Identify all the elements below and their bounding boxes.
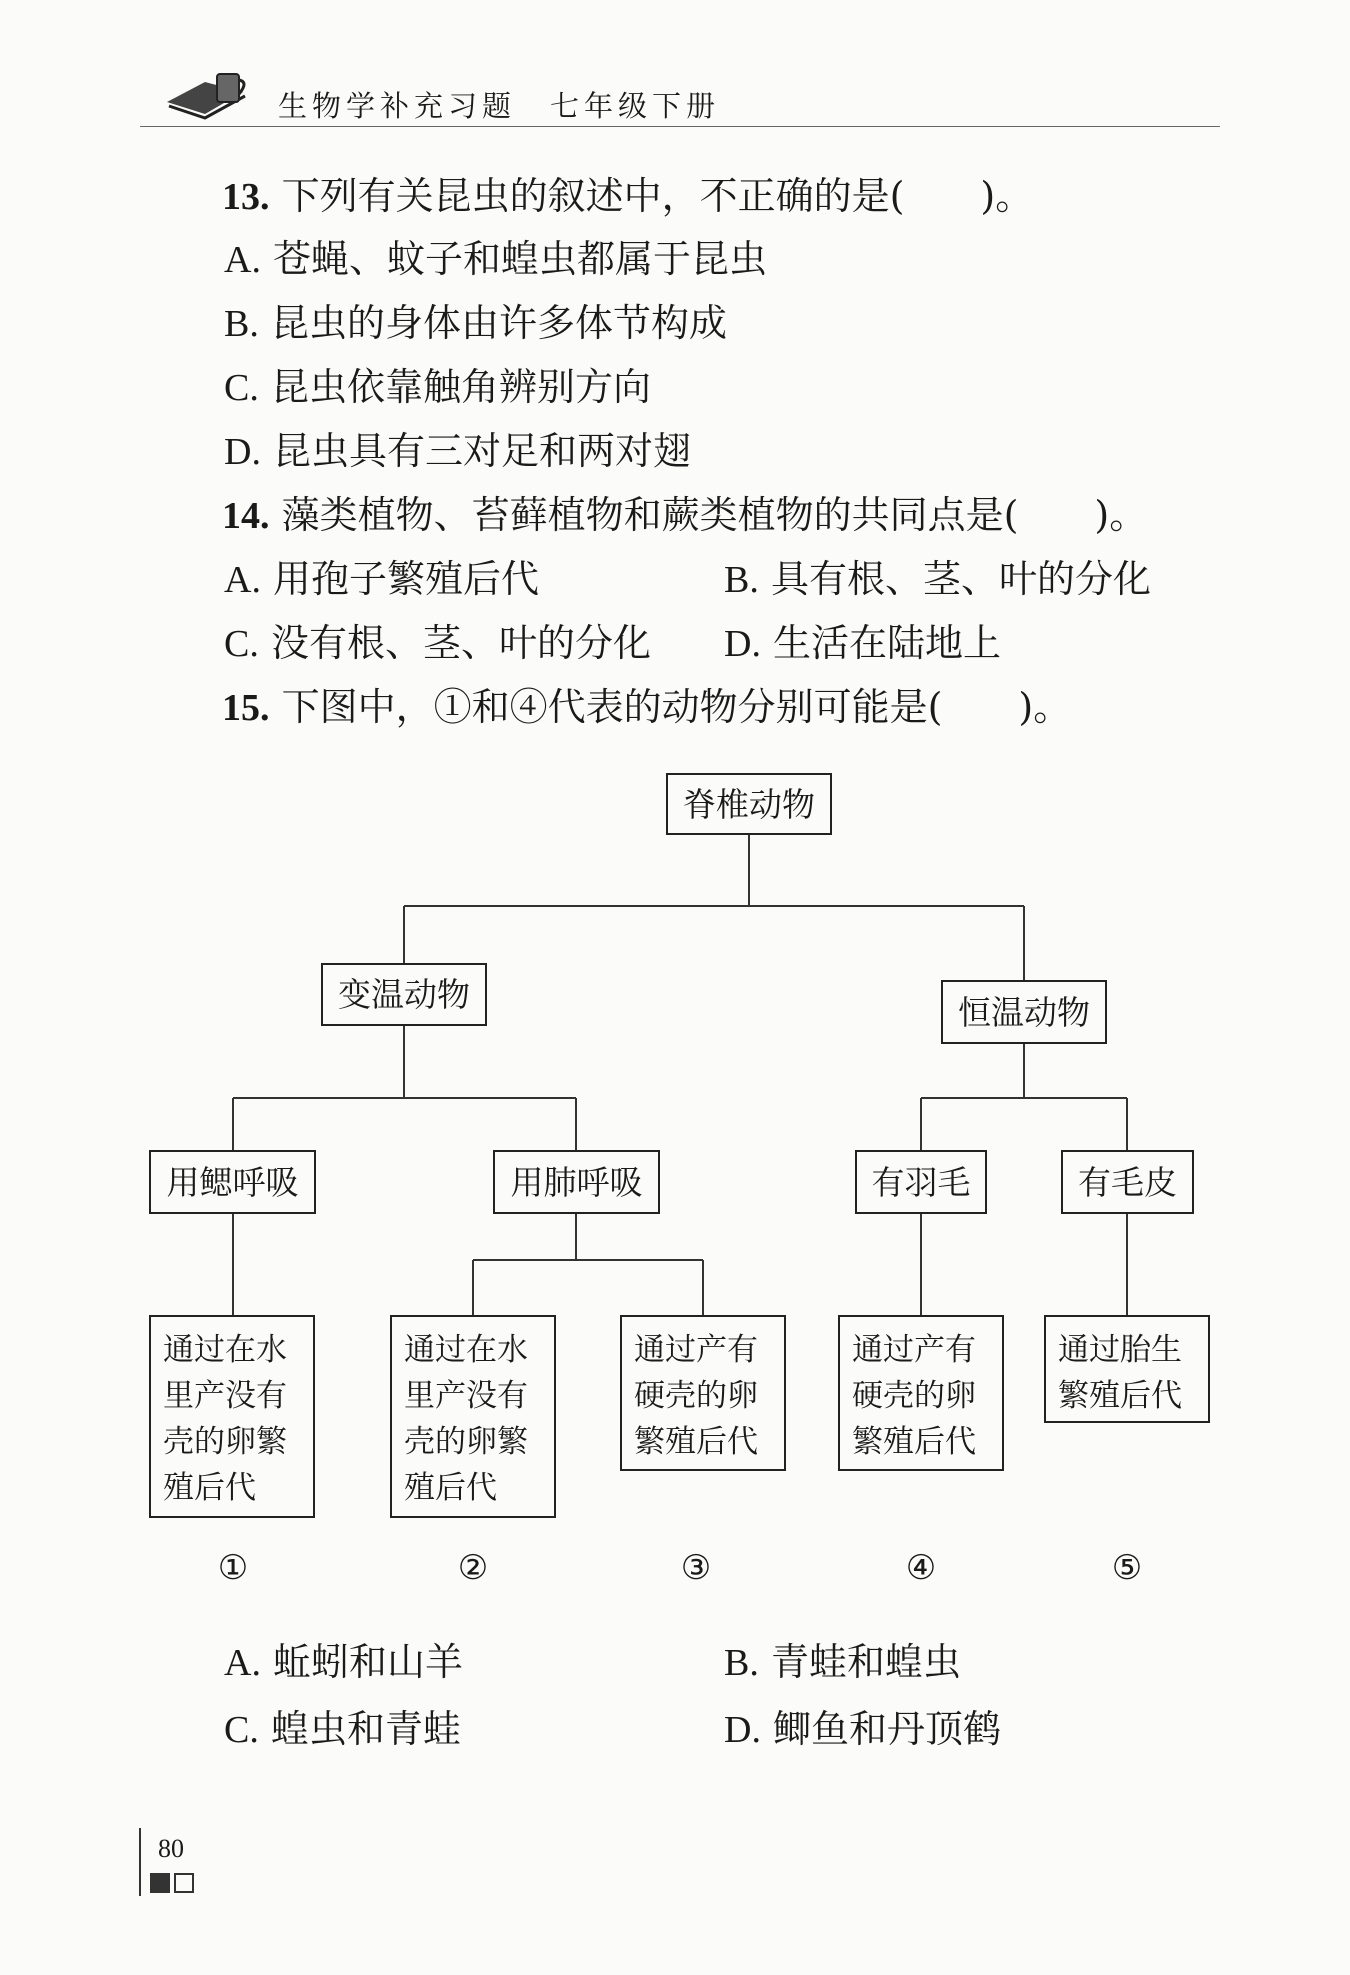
option-text: 用孢子繁殖后代 (273, 557, 540, 601)
desc-line: 通过产有 (634, 1332, 758, 1368)
desc-line: 硬壳的卵 (852, 1378, 976, 1414)
node-vertebrates: 脊椎动物 (666, 773, 832, 835)
node-desc-3 (620, 1315, 786, 1471)
desc-line: 繁殖后代 (1058, 1378, 1182, 1414)
desc-line: 殖后代 (404, 1470, 497, 1506)
option-letter: C. (224, 367, 259, 409)
marker-5: ⑤ (1111, 1548, 1143, 1588)
node-lung-breathing: 用肺呼吸 (493, 1150, 660, 1214)
node-desc-5 (1044, 1315, 1210, 1423)
q15-option-a (224, 1640, 464, 1684)
option-letter: C. (224, 1709, 259, 1751)
q15-option-c (224, 1707, 461, 1751)
footer-squares-icon (150, 1872, 200, 1894)
option-text: 苍蝇、蚊子和蝗虫都属于昆虫 (273, 237, 768, 281)
option-text: 鲫鱼和丹顶鹤 (773, 1707, 1002, 1751)
option-letter: A. (224, 239, 261, 281)
question-text: 下列有关昆虫的叙述中，不正确的是( )。 (281, 174, 1034, 218)
option-text: 生活在陆地上 (773, 621, 1002, 665)
node-warm-blooded: 恒温动物 (941, 980, 1107, 1044)
desc-line: 通过在水 (163, 1332, 287, 1368)
marker-2: ② (457, 1548, 489, 1588)
desc-line: 通过胎生 (1058, 1332, 1182, 1368)
q15-option-d (724, 1707, 1002, 1751)
header-title: 生物学补充习题 七年级下册 (278, 89, 721, 123)
option-text: 具有根、茎、叶的分化 (770, 557, 1151, 601)
option-text: 青蛙和蝗虫 (770, 1640, 961, 1684)
node-desc-1 (149, 1315, 315, 1518)
question-number: 15. (222, 687, 270, 729)
node-cold-blooded: 变温动物 (321, 963, 487, 1026)
option-text: 昆虫依靠触角辨别方向 (270, 365, 651, 409)
desc-line: 繁殖后代 (852, 1424, 976, 1460)
question-number: 13. (222, 176, 270, 218)
option-letter: D. (724, 623, 761, 665)
desc-line: 通过在水 (404, 1332, 528, 1368)
desc-line: 里产没有 (163, 1378, 287, 1414)
marker-4: ④ (905, 1548, 937, 1588)
question-text: 藻类植物、苔藓植物和蕨类植物的共同点是( )。 (281, 493, 1148, 537)
desc-line: 壳的卵繁 (163, 1424, 287, 1460)
option-letter: A. (224, 559, 261, 601)
option-letter: C. (224, 623, 259, 665)
option-letter: B. (724, 1642, 759, 1684)
node-fur: 有毛皮 (1061, 1150, 1194, 1214)
question-number: 14. (222, 495, 270, 537)
desc-line: 繁殖后代 (634, 1424, 758, 1460)
option-letter: A. (224, 1642, 261, 1684)
page-number: 80 (158, 1834, 184, 1863)
option-text: 昆虫的身体由许多体节构成 (270, 301, 727, 345)
option-letter: B. (724, 559, 759, 601)
desc-line: 里产没有 (404, 1378, 528, 1414)
footer-bar (139, 1828, 141, 1896)
option-letter: B. (224, 303, 259, 345)
desc-line: 通过产有 (852, 1332, 976, 1368)
node-desc-2 (390, 1315, 556, 1518)
option-letter: D. (224, 431, 261, 473)
option-text: 没有根、茎、叶的分化 (270, 621, 651, 665)
option-text: 昆虫具有三对足和两对翅 (273, 429, 692, 473)
desc-line: 殖后代 (163, 1470, 256, 1506)
node-desc-4 (838, 1315, 1004, 1471)
q15-option-b (724, 1640, 961, 1684)
marker-1: ① (217, 1548, 249, 1588)
desc-line: 壳的卵繁 (404, 1424, 528, 1460)
marker-3: ③ (680, 1548, 712, 1588)
question-text: 下图中，①和④代表的动物分别可能是( )。 (281, 685, 1072, 729)
desc-line: 硬壳的卵 (634, 1378, 758, 1414)
option-text: 蝗虫和青蛙 (270, 1707, 461, 1751)
node-gill-breathing: 用鳃呼吸 (149, 1150, 316, 1214)
node-feathers: 有羽毛 (855, 1150, 987, 1214)
option-letter: D. (724, 1709, 761, 1751)
option-text: 蚯蚓和山羊 (273, 1640, 464, 1684)
